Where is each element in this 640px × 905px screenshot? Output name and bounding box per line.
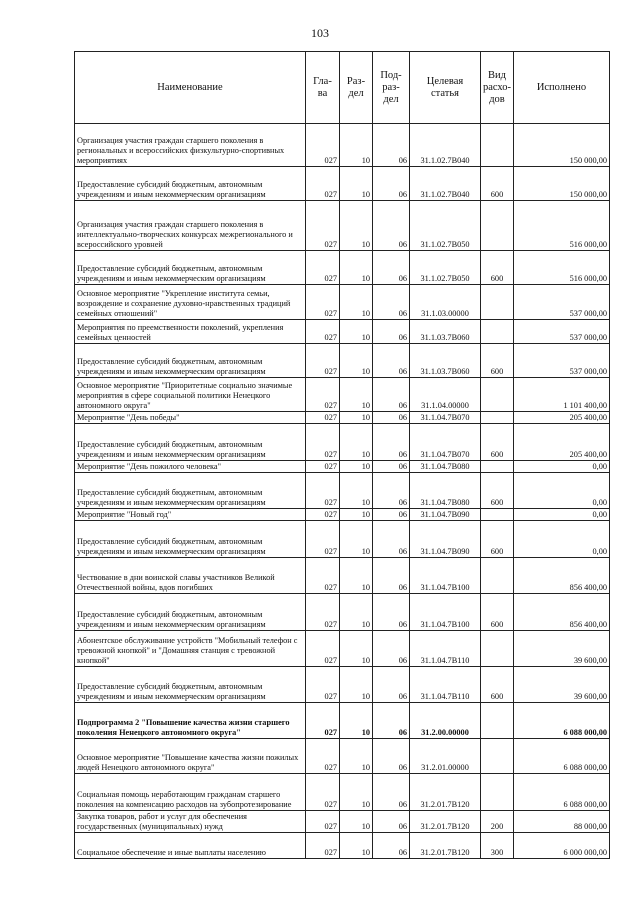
cell-subsection: 06 [373,344,410,378]
cell-executed: 6 088 000,00 [514,703,610,739]
cell-expense-type [481,739,514,774]
table-row [75,631,610,667]
cell-target: 31.1.02.7В050 [410,251,481,285]
cell-expense-type [481,461,514,473]
cell-executed: 150 000,00 [514,167,610,201]
cell-name: Мероприятие "День пожилого человека" [75,461,306,473]
cell-name: Предоставление субсидий бюджетным, автономным учреждениям и иным некоммерческим организациям [75,473,306,509]
cell-target: 31.2.00.00000 [410,703,481,739]
cell-executed: 6 088 000,00 [514,739,610,774]
header-expense-type: Вид расхо- дов [481,52,514,124]
cell-subsection: 06 [373,285,410,320]
table-row [75,594,610,631]
cell-name: Мероприятие "День победы" [75,412,306,424]
cell-section: 10 [340,473,373,509]
table-body [75,124,610,859]
cell-section: 10 [340,521,373,558]
cell-target: 31.1.02.7В040 [410,167,481,201]
cell-name: Чествование в дни воинской славы участников Великой Отечественной войны, вдов погибших [75,558,306,594]
cell-name: Предоставление субсидий бюджетным, автономным учреждениям и иным некоммерческим организациям [75,667,306,703]
cell-chapter: 027 [306,251,340,285]
table-row [75,521,610,558]
cell-chapter: 027 [306,424,340,461]
cell-target: 31.1.04.7В090 [410,509,481,521]
cell-expense-type [481,703,514,739]
cell-subsection: 06 [373,558,410,594]
cell-name: Мероприятия по преемственности поколений, укрепления семейных ценностей [75,320,306,344]
cell-name: Предоставление субсидий бюджетным, автономным учреждениям и иным некоммерческим организациям [75,167,306,201]
cell-section: 10 [340,703,373,739]
cell-subsection: 06 [373,833,410,859]
cell-chapter: 027 [306,558,340,594]
cell-executed: 6 088 000,00 [514,774,610,811]
cell-expense-type: 600 [481,667,514,703]
table-row [75,412,610,424]
cell-expense-type: 200 [481,811,514,833]
cell-name: Основное мероприятие "Приоритетные социально значимые мероприятия в сфере социальной политики Ненецкого автономного округа" [75,378,306,412]
cell-section: 10 [340,739,373,774]
table-row [75,703,610,739]
table-row [75,344,610,378]
cell-expense-type: 600 [481,344,514,378]
header-chapter: Гла- ва [306,52,340,124]
cell-target: 31.1.04.7В110 [410,631,481,667]
cell-chapter: 027 [306,285,340,320]
cell-target: 31.2.01.00000 [410,739,481,774]
cell-target: 31.1.04.7В110 [410,667,481,703]
table-row [75,124,610,167]
cell-section: 10 [340,285,373,320]
table-row [75,739,610,774]
cell-name: Предоставление субсидий бюджетным, автономным учреждениям и иным некоммерческим организациям [75,251,306,285]
header-name: Наименование [75,52,306,124]
cell-chapter: 027 [306,811,340,833]
cell-name: Предоставление субсидий бюджетным, автономным учреждениям и иным некоммерческим организациям [75,344,306,378]
table-row [75,558,610,594]
cell-target: 31.1.03.7В060 [410,320,481,344]
cell-executed: 537 000,00 [514,285,610,320]
cell-expense-type: 300 [481,833,514,859]
cell-section: 10 [340,631,373,667]
table-header-row [75,52,610,124]
cell-chapter: 027 [306,124,340,167]
cell-expense-type [481,378,514,412]
cell-chapter: 027 [306,521,340,558]
cell-subsection: 06 [373,124,410,167]
cell-subsection: 06 [373,739,410,774]
table-row [75,774,610,811]
cell-expense-type [481,558,514,594]
table-row [75,811,610,833]
cell-target: 31.1.04.7В080 [410,461,481,473]
cell-expense-type [481,412,514,424]
cell-name: Закупка товаров, работ и услуг для обеспечения государственных (муниципальных) нужд [75,811,306,833]
cell-chapter: 027 [306,703,340,739]
table-row [75,461,610,473]
cell-section: 10 [340,344,373,378]
cell-chapter: 027 [306,473,340,509]
cell-section: 10 [340,558,373,594]
cell-section: 10 [340,774,373,811]
cell-chapter: 027 [306,594,340,631]
cell-expense-type [481,201,514,251]
cell-name: Основное мероприятие "Укрепление института семьи, возрождение и сохранение духовно-нравственных традиций семейных отношений" [75,285,306,320]
cell-executed: 516 000,00 [514,251,610,285]
cell-target: 31.1.02.7В040 [410,124,481,167]
table-row [75,251,610,285]
cell-name: Социальное обеспечение и иные выплаты населению [75,833,306,859]
cell-executed: 516 000,00 [514,201,610,251]
header-target: Целевая статья [410,52,481,124]
cell-target: 31.2.01.7В120 [410,811,481,833]
cell-section: 10 [340,124,373,167]
cell-target: 31.1.04.7В080 [410,473,481,509]
cell-name: Организация участия граждан старшего поколения в региональных и всероссийских физкультурно-спортивных мероприятиях [75,124,306,167]
cell-section: 10 [340,201,373,251]
cell-executed: 39 600,00 [514,667,610,703]
cell-subsection: 06 [373,424,410,461]
header-section: Раз- дел [340,52,373,124]
cell-subsection: 06 [373,201,410,251]
cell-target: 31.1.02.7В050 [410,201,481,251]
cell-name: Социальная помощь неработающим гражданам старшего поколения на компенсацию расходов на зубопротезирование [75,774,306,811]
budget-table [74,51,610,859]
cell-executed: 856 400,00 [514,594,610,631]
cell-chapter: 027 [306,509,340,521]
cell-subsection: 06 [373,521,410,558]
cell-section: 10 [340,167,373,201]
table-row [75,509,610,521]
cell-section: 10 [340,251,373,285]
cell-expense-type: 600 [481,473,514,509]
cell-chapter: 027 [306,739,340,774]
cell-chapter: 027 [306,167,340,201]
cell-expense-type: 600 [481,594,514,631]
cell-subsection: 06 [373,594,410,631]
cell-executed: 205 400,00 [514,424,610,461]
cell-executed: 205 400,00 [514,412,610,424]
cell-expense-type [481,509,514,521]
cell-section: 10 [340,378,373,412]
cell-chapter: 027 [306,774,340,811]
cell-subsection: 06 [373,461,410,473]
cell-section: 10 [340,461,373,473]
cell-executed: 88 000,00 [514,811,610,833]
cell-executed: 39 600,00 [514,631,610,667]
cell-chapter: 027 [306,320,340,344]
table-row [75,473,610,509]
cell-target: 31.1.03.7В060 [410,344,481,378]
cell-executed: 6 000 000,00 [514,833,610,859]
cell-name: Предоставление субсидий бюджетным, автономным учреждениям и иным некоммерческим организациям [75,424,306,461]
cell-subsection: 06 [373,631,410,667]
cell-section: 10 [340,509,373,521]
cell-name: Основное мероприятие "Повышение качества жизни пожилых людей Ненецкого автономного округа" [75,739,306,774]
cell-executed: 150 000,00 [514,124,610,167]
cell-chapter: 027 [306,378,340,412]
cell-section: 10 [340,320,373,344]
header-executed: Исполнено [514,52,610,124]
table-row [75,285,610,320]
cell-target: 31.1.04.7В100 [410,558,481,594]
page-number: 103 [311,26,329,40]
cell-subsection: 06 [373,378,410,412]
table-row [75,320,610,344]
cell-name: Подпрограмма 2 "Повышение качества жизни старшего поколения Ненецкого автономного округа" [75,703,306,739]
cell-subsection: 06 [373,473,410,509]
table-row [75,378,610,412]
cell-executed: 537 000,00 [514,320,610,344]
cell-executed: 0,00 [514,509,610,521]
cell-target: 31.1.04.00000 [410,378,481,412]
cell-section: 10 [340,594,373,631]
cell-section: 10 [340,833,373,859]
cell-expense-type [481,774,514,811]
cell-executed: 537 000,00 [514,344,610,378]
table-row [75,424,610,461]
cell-subsection: 06 [373,811,410,833]
cell-expense-type [481,124,514,167]
cell-target: 31.2.01.7В120 [410,774,481,811]
cell-expense-type: 600 [481,251,514,285]
cell-subsection: 06 [373,167,410,201]
cell-chapter: 027 [306,412,340,424]
cell-chapter: 027 [306,461,340,473]
cell-executed: 856 400,00 [514,558,610,594]
cell-chapter: 027 [306,344,340,378]
cell-section: 10 [340,811,373,833]
cell-target: 31.1.04.7В100 [410,594,481,631]
table-row [75,201,610,251]
cell-name: Организация участия граждан старшего поколения в интеллектуально-творческих конкурсах межрегионального и всероссийского уровней [75,201,306,251]
cell-target: 31.1.04.7В090 [410,521,481,558]
cell-expense-type: 600 [481,167,514,201]
header-subsection: Под- раз- дел [373,52,410,124]
cell-executed: 0,00 [514,521,610,558]
cell-name: Мероприятие "Новый год" [75,509,306,521]
cell-chapter: 027 [306,631,340,667]
cell-chapter: 027 [306,667,340,703]
cell-section: 10 [340,424,373,461]
cell-subsection: 06 [373,251,410,285]
cell-subsection: 06 [373,774,410,811]
cell-target: 31.1.03.00000 [410,285,481,320]
table-row [75,833,610,859]
cell-expense-type: 600 [481,424,514,461]
cell-section: 10 [340,667,373,703]
table-row [75,167,610,201]
cell-name: Предоставление субсидий бюджетным, автономным учреждениям и иным некоммерческим организациям [75,521,306,558]
cell-expense-type [481,285,514,320]
cell-expense-type [481,631,514,667]
cell-executed: 0,00 [514,473,610,509]
cell-section: 10 [340,412,373,424]
cell-name: Абонентское обслуживание устройств "Мобильный телефон с тревожной кнопкой" и "Домашняя станция с тревожной кнопкой" [75,631,306,667]
cell-target: 31.1.04.7В070 [410,412,481,424]
cell-subsection: 06 [373,320,410,344]
cell-subsection: 06 [373,509,410,521]
cell-chapter: 027 [306,201,340,251]
cell-subsection: 06 [373,412,410,424]
cell-executed: 1 101 400,00 [514,378,610,412]
cell-name: Предоставление субсидий бюджетным, автономным учреждениям и иным некоммерческим организациям [75,594,306,631]
cell-subsection: 06 [373,703,410,739]
cell-expense-type: 600 [481,521,514,558]
cell-subsection: 06 [373,667,410,703]
cell-expense-type [481,320,514,344]
cell-executed: 0,00 [514,461,610,473]
cell-chapter: 027 [306,833,340,859]
cell-target: 31.1.04.7В070 [410,424,481,461]
table-row [75,667,610,703]
cell-target: 31.2.01.7В120 [410,833,481,859]
